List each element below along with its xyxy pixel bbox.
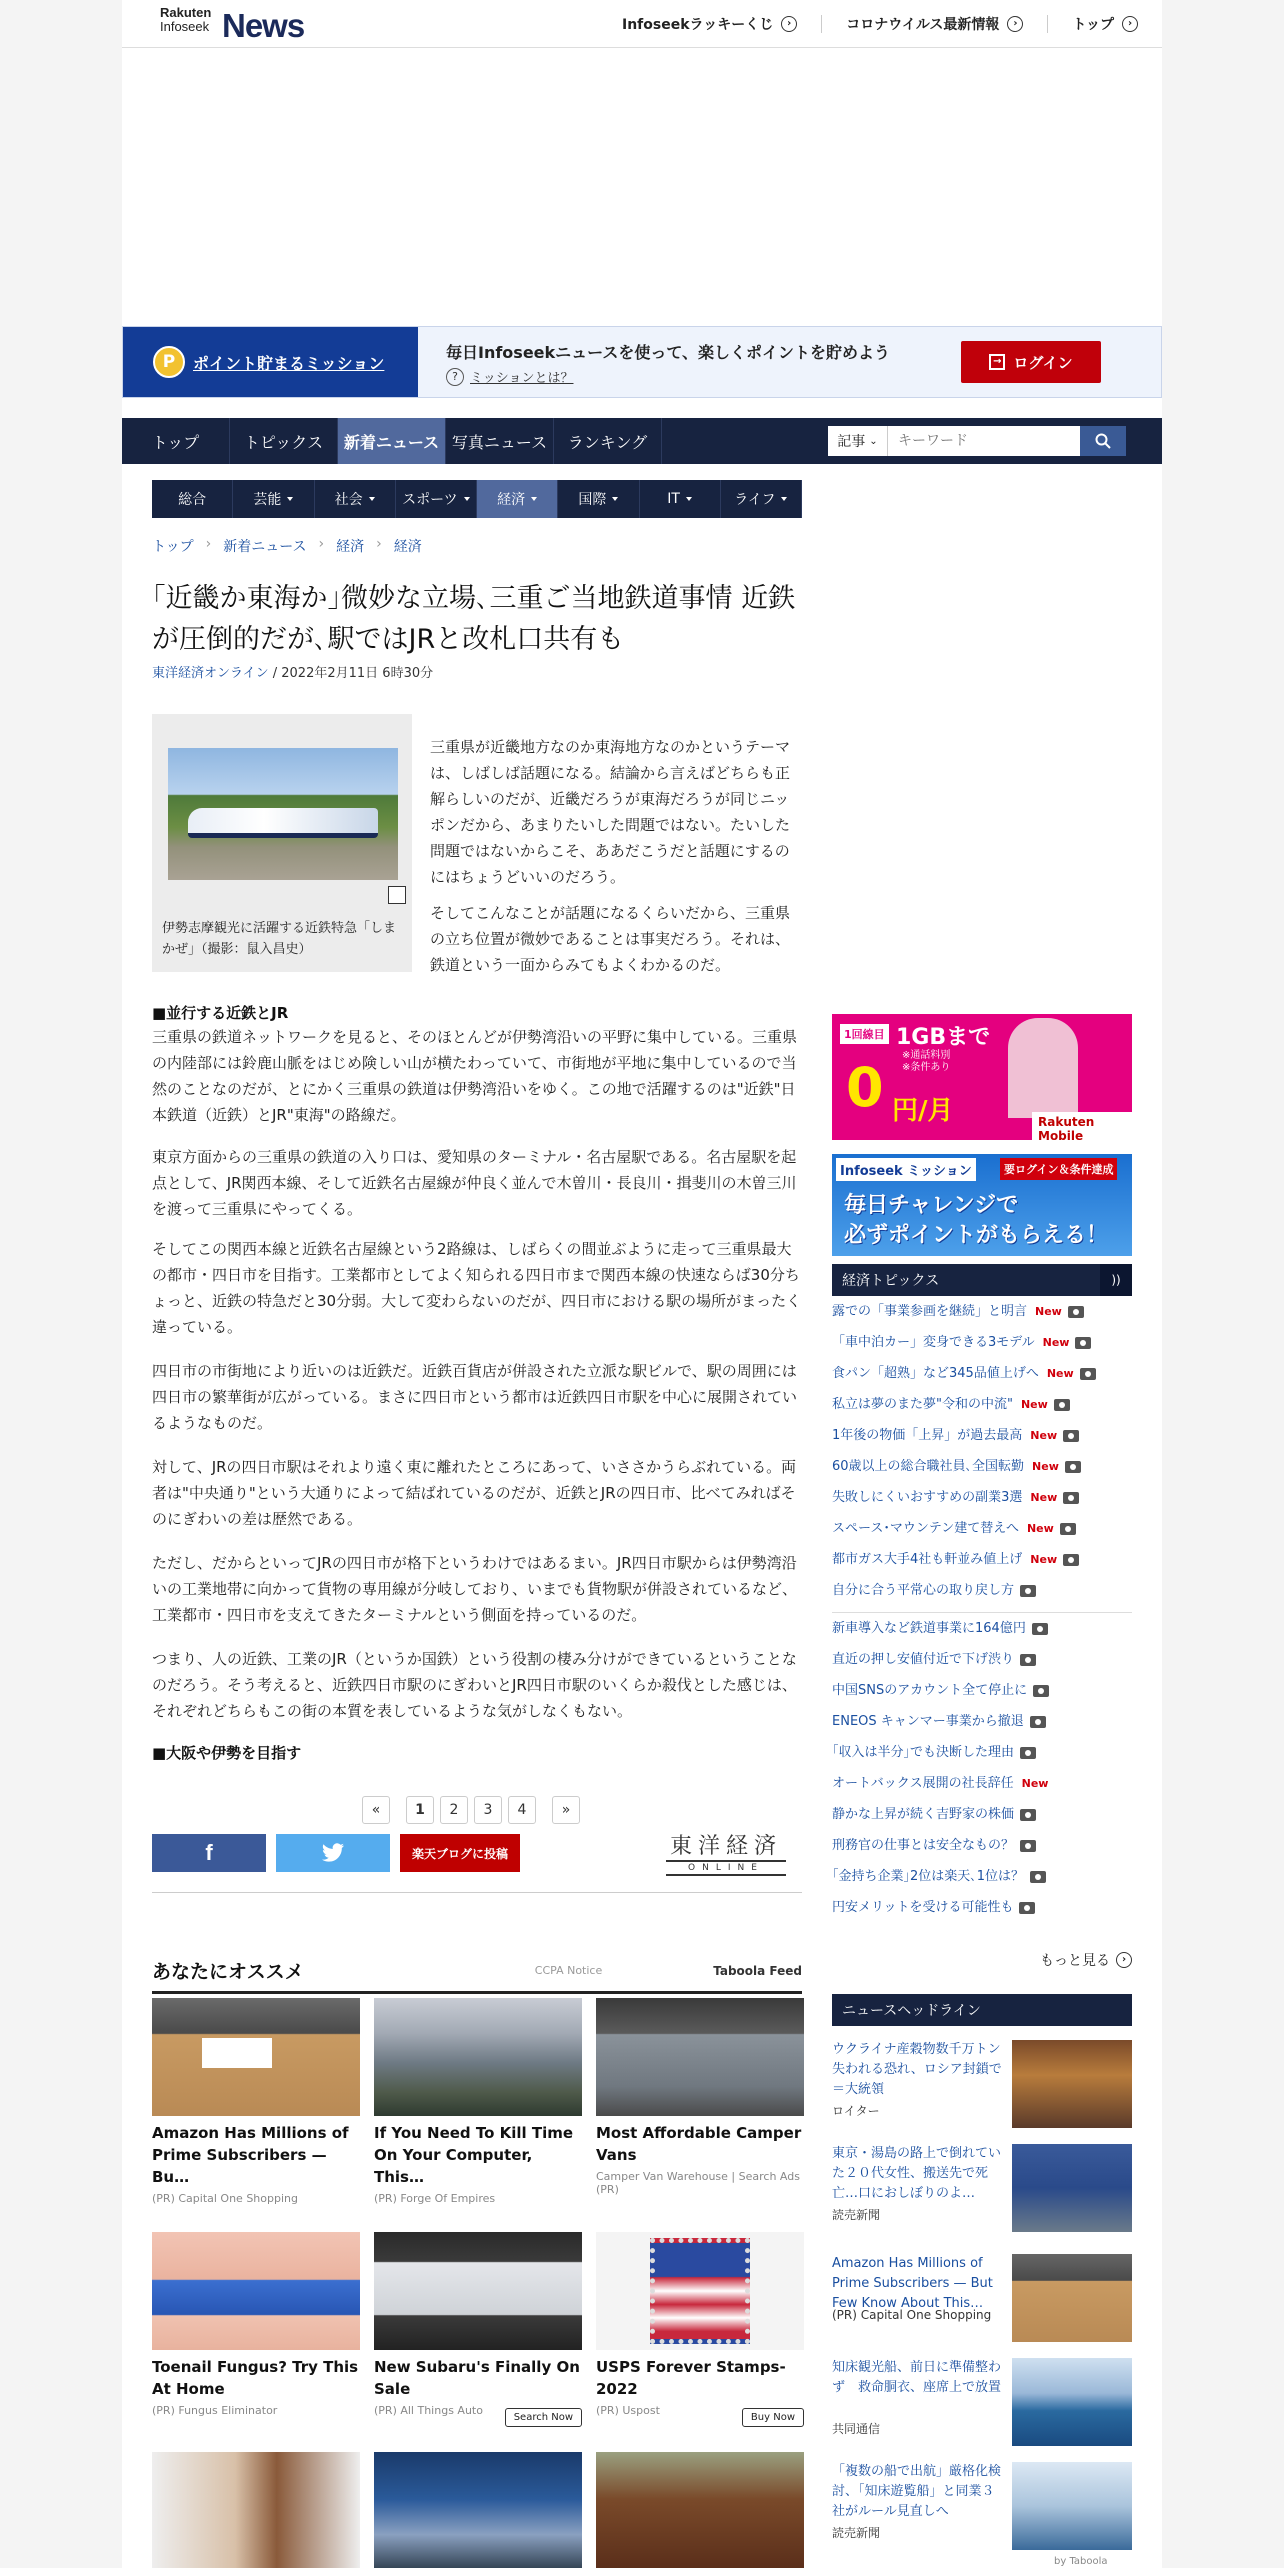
article-paragraph: そしてこんなことが話題になるくらいだから、三重県の立ち位置が微妙であることは事実だろう。それは、鉄道という一面からみてもよくわかるのだ。 bbox=[430, 904, 791, 974]
logo-news: News bbox=[222, 7, 305, 44]
site-logo[interactable] bbox=[160, 5, 305, 44]
topic-title: 都市ガス大手4社も軒並み値上げ bbox=[832, 1552, 1023, 1567]
category-label: IT bbox=[667, 491, 680, 507]
article-paragraph: ただし、だからといってJRの四日市が格下というわけではあるまい。JR四日市駅からは伊勢湾沿いの工業地帯に向かって貨物の専用線が分岐しており、いまでも貨物駅が併設されているなど、工業都市・四日市を支えてきたターミナルという側面を持っているのだ。 bbox=[152, 1554, 798, 1624]
card-image bbox=[596, 2232, 804, 2350]
topic-title: ｢金持ち企業｣2位は楽天､1位は？ bbox=[832, 1869, 1025, 1884]
taboola-attribution[interactable]: by Taboola bbox=[1054, 2556, 1108, 2567]
headline-thumbnail bbox=[1012, 2040, 1132, 2128]
topic-title: 新車導入など鉄道事業に164億円 bbox=[832, 1621, 1026, 1636]
recommend-card[interactable] bbox=[596, 2232, 804, 2423]
logo-rakuten: Rakuten bbox=[160, 5, 212, 20]
new-badge: New bbox=[1046, 1367, 1074, 1380]
topic-title: ｢収入は半分｣でも決断した理由 bbox=[832, 1745, 1015, 1760]
topic-item[interactable] bbox=[832, 1544, 1132, 1575]
rakuten-mobile-ad[interactable] bbox=[832, 1014, 1132, 1140]
topic-title: 自分に合う平常心の取り戻し方 bbox=[832, 1583, 1015, 1598]
article-paragraph: 対して、JRの四日市駅はそれより遠く東に離れたところにあって、いささかうらぶれている。両者は"中央通り"という大通りによって結ばれているのだが、近鉄とJRの四日市、比べてみればそのにぎわいの差は歴然である。 bbox=[152, 1458, 797, 1528]
topic-item[interactable] bbox=[832, 1799, 1132, 1830]
topic-item[interactable] bbox=[832, 1768, 1132, 1799]
login-button[interactable] bbox=[961, 341, 1101, 383]
train-illustration bbox=[188, 808, 378, 838]
zoom-icon[interactable] bbox=[388, 886, 406, 904]
mission-banner-line2: 必ずポイントがもらえる！ bbox=[844, 1223, 1109, 1248]
header-link-label: Infoseekラッキーくじ bbox=[621, 17, 774, 33]
tab-photo-news[interactable] bbox=[446, 418, 554, 464]
new-badge: New bbox=[1030, 1429, 1058, 1442]
category-international[interactable] bbox=[558, 480, 639, 518]
card-image bbox=[152, 2232, 360, 2350]
ad-price-zero: 0 bbox=[846, 1056, 884, 1119]
headlines-title: ニュースヘッドライン bbox=[842, 2003, 981, 2019]
recommend-card[interactable] bbox=[596, 1998, 804, 2196]
page-number[interactable]: 2 bbox=[440, 1796, 468, 1824]
card-source: (PR) All Things Auto bbox=[374, 2404, 483, 2417]
ad-badge: 1回線目 bbox=[840, 1024, 889, 1044]
header-link-lucky[interactable] bbox=[598, 15, 821, 33]
chevron-right-icon: › bbox=[1007, 16, 1023, 32]
headline-thumbnail bbox=[1012, 2254, 1132, 2342]
mission-banner-tag: 要ログイン＆条件達成 bbox=[1000, 1158, 1117, 1180]
topic-item[interactable] bbox=[832, 1675, 1132, 1706]
article-paragraph: そしてこの関西本線と近鉄名古屋線という2路線は、しばらくの間並ぶように走って三重県最大の都市・四日市を目指す。工業都市としてよく知られる四日市まで関西本線の快速ならば30分ちょっと、近鉄の特急だと30分弱。大して変わらないのだが、四日市における駅の場所がまったく違っている。 bbox=[152, 1240, 802, 1336]
card-image bbox=[374, 1998, 582, 2116]
topic-item[interactable] bbox=[832, 1513, 1132, 1544]
camera-icon bbox=[1032, 1623, 1048, 1635]
card-title: New Subaru's Finally On Sale bbox=[374, 2358, 580, 2398]
breadcrumb bbox=[152, 536, 434, 556]
topic-item[interactable] bbox=[832, 1706, 1132, 1737]
headline-source: (PR) Capital One Shopping bbox=[832, 2308, 992, 2322]
ad-note-1: ※通話料別 bbox=[902, 1050, 951, 1061]
headline-item[interactable] bbox=[832, 2462, 1132, 2562]
article-paragraph: 三重県が近畿地方なのか東海地方なのかというテーマは、しばしば話題になる。結論から言えばどちらも正解らしいのだが、近畿だろうが東海だろうが同じニッポンだから、あまりたいした問題ではない。たいした問題ではないからこそ、ああだこうだと話題にするのにはちょうどいいのだろう。 bbox=[430, 738, 791, 886]
topic-item[interactable] bbox=[832, 1612, 1132, 1644]
topic-item[interactable] bbox=[832, 1420, 1132, 1451]
category-label: 芸能 bbox=[253, 492, 282, 508]
chevron-right-icon: › bbox=[1116, 1952, 1132, 1968]
topic-title: 直近の押し安値付近で下げ渋り bbox=[832, 1652, 1015, 1667]
divider bbox=[152, 1892, 802, 1893]
more-label: もっと見る bbox=[1040, 1953, 1110, 1969]
caret-down-icon bbox=[287, 497, 293, 501]
topic-item[interactable] bbox=[832, 1575, 1132, 1606]
headline-thumbnail bbox=[1012, 2358, 1132, 2446]
point-coin-icon: P bbox=[153, 346, 185, 378]
breadcrumb-link[interactable]: トップ bbox=[152, 539, 194, 555]
header-link-label: トップ bbox=[1072, 17, 1114, 33]
caret-down-icon bbox=[781, 497, 787, 501]
camera-icon bbox=[1080, 1368, 1096, 1380]
article-source-link[interactable]: 東洋経済オンライン bbox=[152, 666, 269, 681]
headline-thumbnail bbox=[1012, 2462, 1132, 2550]
card-source: Camper Van Warehouse | Search Ads (PR) bbox=[596, 2170, 800, 2196]
toyokeizai-logo-bottom: ONLINE bbox=[666, 1860, 786, 1876]
article-paragraph: 東京方面からの三重県の鉄道の入り口は、愛知県のターミナル・名古屋駅である。名古屋駅を起点として、JR関西本線、そして近鉄名古屋線が仲良く並んで木曽川・長良川・揖斐川の木曽三川を渡って三重県にやってくる。 bbox=[152, 1148, 797, 1218]
header-link-label: コロナウイルス最新情報 bbox=[846, 17, 1000, 33]
recommend-section bbox=[152, 1950, 802, 1994]
card-source: (PR) Forge Of Empires bbox=[374, 2192, 496, 2205]
mission-link-label: ポイント貯まるミッション bbox=[193, 353, 385, 373]
caret-down-icon bbox=[686, 497, 692, 501]
headline-item[interactable] bbox=[832, 2254, 1132, 2354]
headline-thumbnail bbox=[1012, 2144, 1132, 2232]
header-link-corona[interactable] bbox=[821, 15, 1047, 33]
camera-icon bbox=[1068, 1306, 1084, 1318]
topic-title: 「車中泊カー」変身できる3モデル bbox=[832, 1335, 1035, 1350]
camera-icon bbox=[1063, 1430, 1079, 1442]
page-number[interactable]: 3 bbox=[474, 1796, 502, 1824]
new-badge: New bbox=[1035, 1305, 1062, 1318]
topic-item[interactable] bbox=[832, 1644, 1132, 1675]
headline-title: 「複数の船で出航」厳格化検討、「知床遊覧船」と同業３社がルール見直しへ bbox=[832, 2464, 1002, 2519]
recommend-header bbox=[152, 1950, 802, 1994]
card-image bbox=[596, 1998, 804, 2116]
category-economy[interactable] bbox=[477, 480, 558, 518]
topic-item[interactable] bbox=[832, 1358, 1132, 1389]
card-source: (PR) Fungus Eliminator bbox=[152, 2404, 278, 2417]
header-link-top[interactable] bbox=[1047, 15, 1162, 33]
breadcrumb-link[interactable]: 経済 bbox=[393, 539, 422, 555]
headline-item[interactable] bbox=[832, 2358, 1132, 2458]
header-nav bbox=[598, 0, 1162, 48]
topic-title: オートバックス展開の社長辞任 bbox=[832, 1776, 1014, 1791]
category-entertainment[interactable] bbox=[233, 480, 314, 518]
chevron-down-icon: ⌄ bbox=[869, 435, 878, 447]
ccpa-notice-link[interactable]: CCPA Notice bbox=[534, 1964, 603, 1977]
camera-icon bbox=[1020, 1809, 1036, 1821]
category-label: 経済 bbox=[497, 492, 526, 508]
more-link[interactable] bbox=[832, 1950, 1132, 1970]
economy-topics bbox=[832, 1264, 1132, 1923]
card-image bbox=[152, 1998, 360, 2116]
headline-title: 知床観光船、前日に準備整わず 救命胴衣、座席上で放置 bbox=[832, 2360, 1002, 2395]
ad-price-unit: 円/月 bbox=[892, 1096, 954, 1126]
topic-item[interactable] bbox=[832, 1861, 1132, 1892]
topic-title: 静かな上昇が続く吉野家の株価 bbox=[832, 1807, 1015, 1822]
mission-help-link[interactable] bbox=[446, 367, 573, 386]
new-badge: New bbox=[1021, 1777, 1049, 1790]
topic-title: ENEOS キャンマー事業から撤退 bbox=[832, 1714, 1024, 1729]
topic-title: 失敗しにくいおすすめの副業3選 bbox=[832, 1490, 1023, 1505]
recommend-card[interactable] bbox=[374, 1998, 582, 2205]
headline-title: ウクライナ産穀物数千万トン失われる恐れ、ロシア封鎖で＝大統領 bbox=[832, 2042, 1002, 2097]
tab-ranking[interactable] bbox=[554, 418, 662, 464]
category-society[interactable] bbox=[315, 480, 396, 518]
recommend-card[interactable] bbox=[374, 2232, 582, 2423]
next-page-button[interactable]: » bbox=[552, 1796, 580, 1824]
camera-icon bbox=[1019, 1902, 1035, 1914]
page-number[interactable]: 4 bbox=[508, 1796, 536, 1824]
camera-icon bbox=[1063, 1492, 1079, 1504]
rakuten-blog-label: 楽天ブログに投稿 bbox=[411, 1846, 508, 1861]
new-badge: New bbox=[1020, 1398, 1048, 1411]
topics-title: 経済トピックス bbox=[842, 1273, 940, 1289]
camera-icon bbox=[1075, 1337, 1091, 1349]
camera-icon bbox=[1065, 1461, 1081, 1473]
article-paragraph: 三重県の鉄道ネットワークを見ると、そのほとんどが伊勢湾沿いの平野に集中している。三重県の内陸部には鈴鹿山脈をはじめ険しい山が横たわっていて、市街地が平地に集中しているので当然のことなのだが、とにかく三重県の鉄道は伊勢湾沿いをゆく。この地で活躍するのは"近鉄"日本鉄道（近鉄）とJR"東海"の路線だ。 bbox=[152, 1028, 798, 1124]
card-title: Amazon Has Millions of Prime Subscribers — Bu… bbox=[152, 2124, 349, 2186]
breadcrumb-link[interactable]: 新着ニュース bbox=[223, 539, 307, 555]
camera-icon bbox=[1030, 1871, 1046, 1883]
chevron-right-icon: › bbox=[781, 16, 797, 32]
card-title: Most Affordable Camper Vans bbox=[596, 2124, 802, 2164]
caret-down-icon bbox=[369, 497, 375, 501]
toyokeizai-logo[interactable] bbox=[666, 1834, 786, 1876]
recommend-card[interactable] bbox=[596, 2452, 804, 2568]
pagination bbox=[362, 1796, 586, 1824]
new-badge: New bbox=[1032, 1460, 1059, 1473]
category-general[interactable] bbox=[152, 480, 233, 518]
mission-banner-line1: 毎日チャレンジで bbox=[844, 1193, 1019, 1218]
category-sports[interactable] bbox=[396, 480, 477, 518]
tab-label: トピックス bbox=[243, 432, 324, 452]
article-heading: ■並行する近鉄とJR bbox=[152, 1004, 289, 1022]
headline-item[interactable] bbox=[832, 2144, 1132, 2244]
logo-infoseek: Infoseek bbox=[160, 19, 210, 34]
login-label: ログイン bbox=[1013, 353, 1073, 372]
buy-now-button[interactable]: Buy Now bbox=[742, 2408, 804, 2427]
card-image bbox=[374, 2232, 582, 2350]
headline-title: Amazon Has Millions of Prime Subscribers — But Few Know About This… bbox=[832, 2256, 993, 2311]
category-label: ライフ bbox=[734, 492, 776, 508]
page bbox=[122, 0, 1162, 2568]
article-byline bbox=[152, 662, 433, 681]
topic-item[interactable] bbox=[832, 1389, 1132, 1420]
question-icon: ? bbox=[446, 368, 464, 386]
headline-source: 読売新聞 bbox=[832, 2526, 881, 2540]
topic-title: 中国SNSのアカウント全て停止に bbox=[832, 1683, 1028, 1698]
article-paragraph: つまり、人の近鉄、工業のJR（というか国鉄）という役割の棲み分けができているということなのだろう。そう考えると、近鉄四日市駅のにぎわいとJR四日市駅のいくらか殺伐とした感じは、それぞれどちらもこの街の本質を表しているような気がしなくもない。 bbox=[152, 1650, 797, 1720]
mission-text: 毎日Infoseekニュースを使って、楽しくポイントを貯めよう bbox=[446, 343, 891, 362]
topic-item[interactable] bbox=[832, 1296, 1132, 1327]
search-now-button[interactable]: Search Now bbox=[505, 2408, 582, 2427]
mission-banner-label: Infoseek ミッション bbox=[836, 1158, 976, 1181]
mission-bar bbox=[122, 326, 1162, 398]
recommend-card[interactable] bbox=[374, 2452, 582, 2568]
topic-item[interactable] bbox=[832, 1482, 1132, 1513]
card-source: (PR) Uspost bbox=[596, 2404, 660, 2417]
article-photo[interactable] bbox=[168, 748, 398, 880]
chevron-right-icon: › bbox=[205, 536, 212, 552]
mission-link[interactable] bbox=[123, 327, 418, 397]
prev-page-button[interactable]: « bbox=[362, 1796, 390, 1824]
search-input[interactable] bbox=[888, 426, 1080, 456]
camera-icon bbox=[1033, 1685, 1049, 1697]
category-label: 総合 bbox=[178, 492, 207, 508]
topic-title: スペース･マウンテン建て替えへ bbox=[832, 1521, 1019, 1536]
new-badge: New bbox=[1030, 1553, 1058, 1566]
twitter-share-button[interactable] bbox=[276, 1834, 390, 1872]
topic-item[interactable] bbox=[832, 1892, 1132, 1923]
topic-title: 私立は夢のまた夢"令和の中流" bbox=[832, 1397, 1013, 1412]
stamp-image bbox=[650, 2238, 750, 2344]
figure-caption: 伊勢志摩観光に活躍する近鉄特急「しまかぜ」（撮影：鼠入昌史） bbox=[162, 921, 397, 957]
main-nav bbox=[122, 418, 1162, 464]
caret-down-icon bbox=[464, 497, 470, 501]
topic-title: 1年後の物価「上昇」が過去最高 bbox=[832, 1428, 1023, 1443]
toyokeizai-logo-top: 東洋経済 bbox=[669, 1834, 782, 1859]
caret-down-icon bbox=[531, 497, 537, 501]
camera-icon bbox=[1054, 1399, 1070, 1411]
topic-item[interactable] bbox=[832, 1830, 1132, 1861]
tab-topics[interactable] bbox=[230, 418, 338, 464]
page-number[interactable]: 1 bbox=[406, 1796, 434, 1824]
category-label: スポーツ bbox=[402, 492, 458, 508]
caret-down-icon bbox=[612, 497, 618, 501]
article-title: ｢近畿か東海か｣微妙な立場､三重ご当地鉄道事情 近鉄が圧倒的だが､駅ではJRと改札口共有も bbox=[152, 583, 796, 655]
search-category-label: 記事 bbox=[837, 434, 866, 450]
topic-item[interactable] bbox=[832, 1327, 1132, 1358]
article-paragraph: 四日市の市街地により近いのは近鉄だ。近鉄百貨店が併設された立派な駅ビルで、駅の周囲には四日市の繁華街が広がっている。まさに四日市という都市は近鉄四日市駅を中心に展開されているようなものだ。 bbox=[152, 1362, 798, 1432]
tab-top[interactable] bbox=[122, 418, 230, 464]
camera-icon bbox=[1063, 1554, 1079, 1566]
topics-header bbox=[832, 1264, 1132, 1296]
tab-latest-news[interactable] bbox=[338, 418, 446, 464]
category-life[interactable] bbox=[721, 480, 802, 518]
topics-list bbox=[832, 1296, 1132, 1923]
new-badge: New bbox=[1042, 1336, 1070, 1349]
recommend-card[interactable] bbox=[152, 2452, 360, 2568]
mission-help-label: ミッションとは？ bbox=[470, 371, 574, 386]
tab-label: トップ bbox=[151, 432, 200, 452]
tab-label: 写真ニュース bbox=[451, 432, 548, 452]
site-header bbox=[122, 0, 1162, 48]
article-figure bbox=[152, 714, 412, 972]
headlines-header bbox=[832, 1994, 1132, 2026]
tab-label: 新着ニュース bbox=[343, 432, 440, 452]
topic-item[interactable] bbox=[832, 1737, 1132, 1768]
topic-title: 円安メリットを受ける可能性も bbox=[832, 1900, 1014, 1915]
chevron-right-icon: › bbox=[318, 536, 325, 552]
category-label: 国際 bbox=[578, 492, 607, 508]
ad-space bbox=[122, 48, 1162, 320]
article-heading: ■大阪や伊勢を目指す bbox=[152, 1744, 302, 1762]
camera-icon bbox=[1020, 1747, 1036, 1759]
search-form bbox=[828, 426, 1126, 456]
headline-source: 共同通信 bbox=[832, 2422, 881, 2436]
camera-icon bbox=[1020, 1840, 1036, 1852]
camera-icon bbox=[1020, 1654, 1036, 1666]
category-label: 社会 bbox=[334, 492, 363, 508]
chevron-right-icon: › bbox=[1122, 16, 1138, 32]
facebook-share-button[interactable] bbox=[152, 1834, 266, 1872]
new-badge: New bbox=[1030, 1491, 1058, 1504]
chevron-right-icon: › bbox=[376, 536, 382, 552]
category-nav bbox=[152, 480, 802, 518]
headline-title: 東京・湯島の路上で倒れていた２０代女性、搬送先で死亡…口におしぼりのよ… bbox=[832, 2146, 1002, 2201]
new-badge: New bbox=[1026, 1522, 1054, 1535]
card-source: (PR) Capital One Shopping bbox=[152, 2192, 298, 2205]
card-title: Toenail Fungus? Try This At Home bbox=[152, 2358, 359, 2398]
twitter-icon bbox=[321, 1843, 345, 1863]
recommend-title: あなたにオススメ bbox=[152, 1961, 304, 1983]
topic-title: 露での「事業参画を継続」と明言 bbox=[832, 1304, 1028, 1319]
headline-source: ロイター bbox=[832, 2104, 880, 2118]
package-label bbox=[202, 2038, 272, 2068]
login-icon: → bbox=[989, 354, 1005, 370]
topic-title: 食パン「超熟」など345品値上げへ bbox=[832, 1366, 1039, 1381]
rakuten-blog-button[interactable] bbox=[400, 1834, 520, 1872]
topic-title: 刑務官の仕事とは安全なもの？ bbox=[832, 1838, 1015, 1853]
mission-banner-ad[interactable] bbox=[832, 1154, 1132, 1256]
topic-item[interactable] bbox=[832, 1451, 1132, 1482]
news-headlines bbox=[832, 1994, 1132, 2026]
search-category-select[interactable] bbox=[828, 426, 888, 456]
tab-label: ランキング bbox=[567, 432, 648, 452]
ad-note-2: ※条件あり bbox=[902, 1062, 951, 1073]
topic-title: 60歳以上の総合職社員､全国転勤 bbox=[832, 1459, 1025, 1474]
ad-note bbox=[902, 1050, 950, 1074]
camera-icon bbox=[1060, 1523, 1076, 1535]
category-it[interactable] bbox=[640, 480, 721, 518]
ad-headline: 1GBまで bbox=[896, 1025, 991, 1050]
ad-person-image bbox=[1008, 1018, 1078, 1118]
card-title: USPS Forever Stamps-2022 bbox=[596, 2358, 786, 2398]
recommend-card[interactable] bbox=[152, 2232, 360, 2417]
card-image bbox=[152, 2452, 360, 2568]
headline-source: 読売新聞 bbox=[832, 2208, 881, 2222]
facebook-icon: f bbox=[205, 1840, 213, 1865]
camera-icon bbox=[1030, 1716, 1046, 1728]
breadcrumb-link[interactable]: 経済 bbox=[336, 539, 365, 555]
search-button[interactable] bbox=[1080, 426, 1126, 456]
rss-icon[interactable]: )) bbox=[1100, 1264, 1132, 1296]
card-title: If You Need To Kill Time On Your Computer, This… bbox=[374, 2124, 574, 2186]
camera-icon bbox=[1020, 1585, 1036, 1597]
search-icon bbox=[1095, 433, 1111, 449]
rakuten-mobile-logo: Rakuten Mobile bbox=[1032, 1112, 1132, 1140]
card-image bbox=[596, 2452, 804, 2568]
article-date: / 2022年2月11日 6時30分 bbox=[268, 666, 434, 681]
taboola-feed-label[interactable]: Taboola Feed bbox=[713, 1963, 802, 1978]
recommend-card[interactable] bbox=[152, 1998, 360, 2205]
card-image bbox=[374, 2452, 582, 2568]
headline-item[interactable] bbox=[832, 2040, 1132, 2140]
